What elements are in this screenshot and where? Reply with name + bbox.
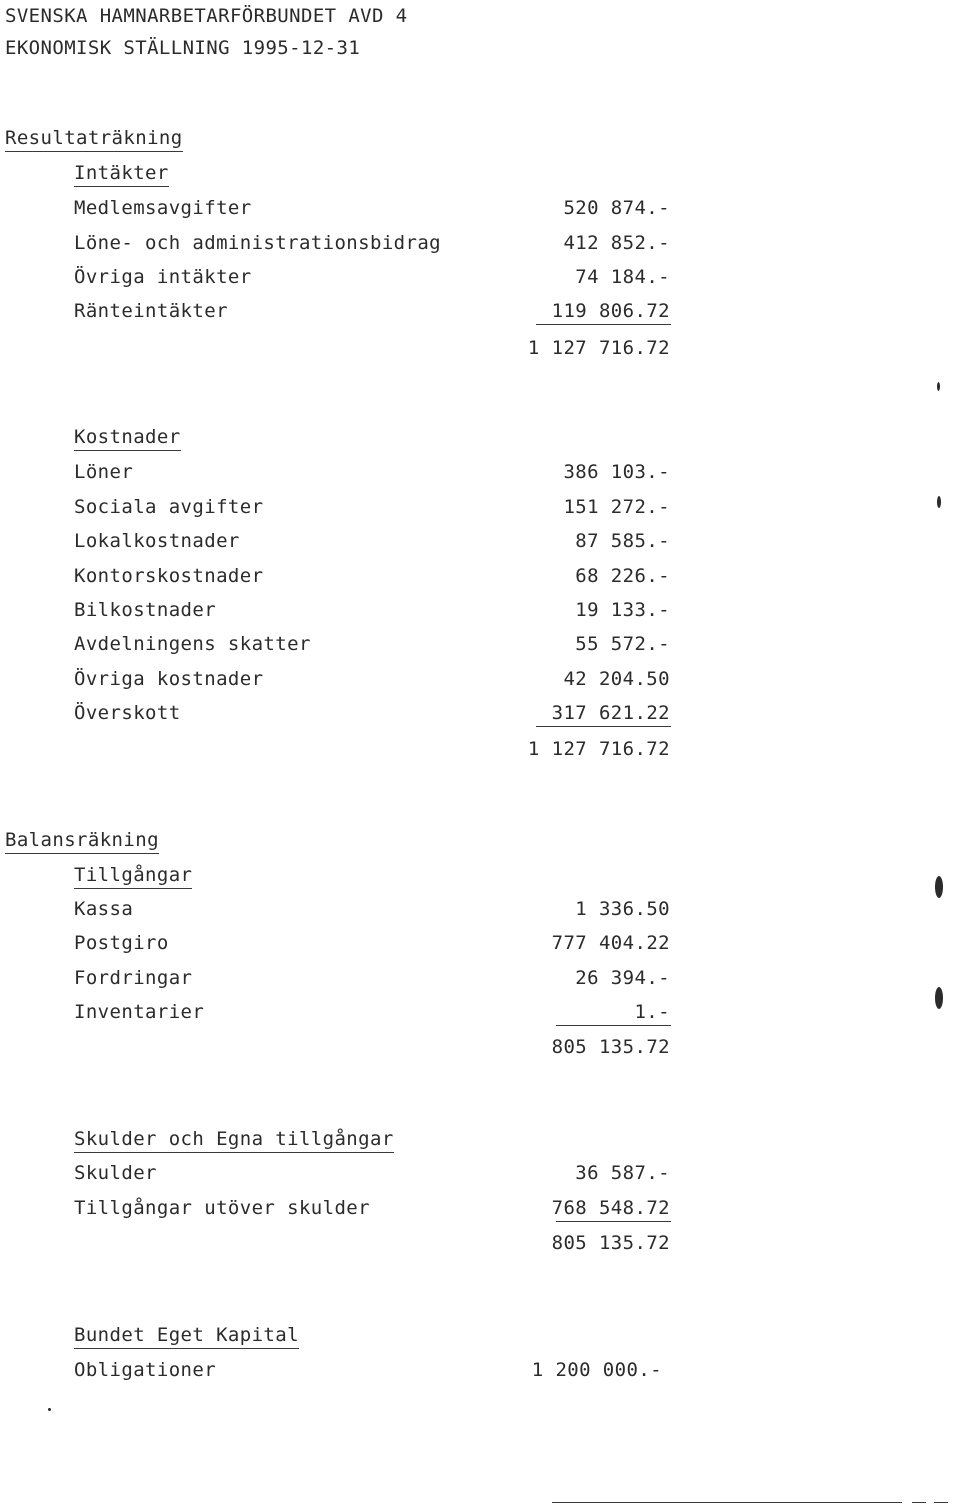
row-label: Avdelningens skatter [74, 633, 311, 655]
scan-mark [937, 496, 941, 508]
subsection-title-kostnader: Kostnader [74, 425, 181, 451]
org-title: SVENSKA HAMNARBETARFÖRBUNDET AVD 4 [5, 5, 408, 27]
row-value: 151 272.- [563, 496, 670, 518]
row-value: 74 184.- [575, 266, 670, 288]
footer-line [912, 1502, 926, 1503]
row-value: 1 200 000.- [531, 1359, 662, 1381]
row-value: 768 548.72 [551, 1197, 670, 1219]
sum-line [536, 324, 671, 325]
row-label: Fordringar [74, 967, 193, 989]
row-value: 87 585.- [575, 530, 670, 552]
subsection-title-tillgangar: Tillgångar [74, 863, 192, 889]
row-label: Löner [74, 461, 134, 483]
row-label: Kontorskostnader [74, 565, 264, 587]
row-label: Överskott [74, 702, 181, 724]
row-label: Sociala avgifter [74, 496, 264, 518]
sum-line [536, 726, 671, 727]
subsection-title-skulder: Skulder och Egna tillgångar [74, 1127, 394, 1153]
row-value: 777 404.22 [551, 932, 670, 954]
row-label: Bilkostnader [74, 599, 217, 621]
row-label: Inventarier [74, 1001, 205, 1023]
row-label: Obligationer [74, 1359, 217, 1381]
row-label: Kassa [74, 898, 134, 920]
footer-line [934, 1502, 948, 1503]
row-value: 119 806.72 [551, 300, 670, 322]
scan-mark [935, 987, 943, 1009]
footer-line [552, 1502, 902, 1503]
section-title-resultat: Resultaträkning [5, 126, 183, 152]
sum-line [556, 1025, 671, 1026]
scan-mark [937, 382, 940, 391]
row-value: 1 336.50 [575, 898, 670, 920]
total-value: 805 135.72 [551, 1232, 670, 1254]
row-label: Skulder [74, 1162, 157, 1184]
row-value: 520 874.- [563, 197, 670, 219]
row-label: Medlemsavgifter [74, 197, 252, 219]
row-label: Ränteintäkter [74, 300, 228, 322]
row-value: 55 572.- [575, 633, 670, 655]
row-value: 36 587.- [575, 1162, 670, 1184]
total-value: 805 135.72 [551, 1036, 670, 1058]
row-value: 19 133.- [575, 599, 670, 621]
scan-mark [935, 876, 943, 898]
row-label: Övriga intäkter [74, 266, 252, 288]
row-value: 317 621.22 [551, 702, 670, 724]
row-label: Lokalkostnader [74, 530, 240, 552]
row-value: 26 394.- [575, 967, 670, 989]
row-value: 1.- [634, 1001, 670, 1023]
row-label: Övriga kostnader [74, 668, 264, 690]
row-label: Postgiro [74, 932, 169, 954]
sum-line [556, 1221, 671, 1222]
subsection-title-intakter: Intäkter [74, 161, 169, 187]
row-value: 412 852.- [563, 232, 670, 254]
row-value: 386 103.- [563, 461, 670, 483]
total-value: 1 127 716.72 [527, 738, 670, 760]
section-title-balans: Balansräkning [5, 828, 159, 854]
row-label: Löne- och administrationsbidrag [74, 232, 442, 254]
row-value: 42 204.50 [563, 668, 670, 690]
subsection-title-bundet: Bundet Eget Kapital [74, 1323, 299, 1349]
row-label: Tillgångar utöver skulder [74, 1197, 370, 1219]
total-value: 1 127 716.72 [527, 337, 670, 359]
row-value: 68 226.- [575, 565, 670, 587]
report-title: EKONOMISK STÄLLNING 1995-12-31 [5, 37, 361, 59]
scan-mark [48, 1408, 51, 1411]
